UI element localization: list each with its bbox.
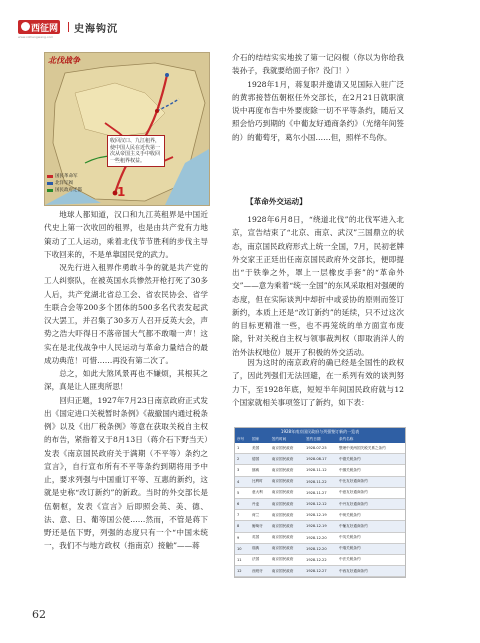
- table-row: [235, 521, 405, 532]
- table-row: [235, 454, 405, 465]
- table-cell: 1928.12.19: [304, 521, 337, 532]
- table-row: [235, 498, 405, 509]
- table-cell: 美国: [250, 443, 270, 454]
- legend-swatch-icon: [47, 182, 53, 185]
- logo-mark-icon: [21, 22, 30, 31]
- right-column-text-top: [232, 51, 404, 144]
- table-cell: 8: [235, 521, 250, 532]
- table-cell: 葡萄牙: [250, 521, 270, 532]
- table-cell: 荷兰: [250, 510, 270, 521]
- table-cell: 1928.11.27: [304, 487, 337, 498]
- table-cell: 中荷关税条约: [337, 510, 405, 521]
- table-cell: 南京国民政府: [270, 554, 304, 565]
- table-row: [235, 476, 405, 487]
- site-logo[interactable]: [18, 20, 60, 34]
- table-cell: 德国: [250, 454, 270, 465]
- table-cell: 中英关税条约: [337, 532, 405, 543]
- table-body: [235, 443, 405, 577]
- table-row: [235, 554, 405, 565]
- table-cell: 比利时: [250, 476, 270, 487]
- table-row: [235, 532, 405, 543]
- table-cell: 1928.12.22: [304, 554, 337, 565]
- table-cell: 4: [235, 476, 250, 487]
- legend-item: [47, 187, 95, 194]
- table-header-cell: 国家: [250, 436, 270, 443]
- paragraph: 总之，如此大煞风景再也不嫌烦，其根其之深，真是让人匪夷所思！: [44, 369, 208, 392]
- table-cell: 中法关税条约: [337, 554, 405, 565]
- paragraph: 回归正题，1927年7月23日南京政府正式发出《国定进口关税暂时条例》《裁撤国内通过税条例》以及《出厂税条例》等意在获取关税自主权的布告，紧指着又于8月13日（蒋介石下野当天）发表《南京国民政府关于满期（不平等）条约之宣言》，自行宣布所有不平等条约到期将用予中止，要求列强与中国重订平等、互惠的新约，这就是史称“改订新约”的新政。当时的外交部长是伍朝枢，发表《宣言》后即照会英、美、德、法、意、日、葡等国公使……然而，不管是蒋下野还是伍下野，列强的态度只有一个“中国未统一，我们不与地方政权（指南京）接触”——蒋: [44, 395, 208, 551]
- logo-text: 西征网: [31, 24, 59, 34]
- table-cell: 1928.12.20: [304, 543, 337, 554]
- left-column-text: [44, 208, 208, 553]
- table-cell: 1928.07.25: [304, 443, 337, 454]
- table-cell: 南京国民政府: [270, 532, 304, 543]
- table-cell: 1928.11.12: [304, 465, 337, 476]
- table-caption: 1928年南京国民政府与列强签订新约一览表: [235, 428, 405, 436]
- table-cell: 意大利: [250, 487, 270, 498]
- table-cell: 12: [235, 566, 250, 577]
- table-header-cell: 序号: [235, 436, 250, 443]
- table-cell: 中丹友好通商条约: [337, 498, 405, 509]
- legend-item: [47, 180, 95, 187]
- legend-item: [47, 173, 95, 180]
- table-cell: 中比友好通商条约: [337, 476, 405, 487]
- table-cell: 9: [235, 532, 250, 543]
- treaty-table-grid: [235, 436, 405, 577]
- table-cell: 11: [235, 554, 250, 565]
- table-cell: 3: [235, 465, 250, 476]
- table-cell: 南京国民政府: [270, 487, 304, 498]
- table-cell: 南京国民政府: [270, 566, 304, 577]
- table-cell: 南京国民政府: [270, 543, 304, 554]
- table-row: [235, 443, 405, 454]
- header-divider: [68, 22, 69, 32]
- legend-label: 国民革命军: [55, 174, 78, 179]
- paragraph: 1928年1月，蒋复职并邀请又见国际入驻广泛的黄郛接替伍朝枢任外交部长，在2月21日就职演说中再度布告中外要废除一切不平等条约，随后又照会恰巧到期的《中葡友好通商条约》（光绪年间签的）的葡萄牙，葛尔小国……但，照样不鸟你。: [232, 79, 404, 142]
- table-cell: 2: [235, 454, 250, 465]
- table-cell: 中挪关税条约: [337, 465, 405, 476]
- table-cell: 10: [235, 543, 250, 554]
- table-header-row: [235, 436, 405, 443]
- logo-subtext: www.xizhengwang.com: [18, 35, 54, 39]
- table-cell: 1928.12.12: [304, 498, 337, 509]
- table-cell: 法国: [250, 554, 270, 565]
- table-cell: 1: [235, 443, 250, 454]
- table-cell: 中瑞关税条约: [337, 543, 405, 554]
- legend-label: 北洋军阀: [55, 181, 73, 186]
- section-heading: 【革命外交运动】: [246, 197, 307, 206]
- table-cell: 1928.12.19: [304, 510, 337, 521]
- table-row: [235, 543, 405, 554]
- treaty-table: [234, 427, 406, 578]
- table-cell: 整理中美两国关税关系之条约: [337, 443, 405, 454]
- northern-expedition-map: [44, 52, 210, 206]
- table-row: [235, 465, 405, 476]
- table-cell: 中意友好通商条约: [337, 487, 405, 498]
- table-cell: 1928.12.20: [304, 532, 337, 543]
- page-header: [0, 0, 480, 40]
- table-cell: 5: [235, 487, 250, 498]
- map-number: 1: [117, 185, 126, 199]
- legend-swatch-icon: [47, 175, 53, 178]
- map-annotation: 收回汉口、九江租界，使中国人民在近代第一次从帝国主义手中收回一些租界权益。: [107, 135, 165, 167]
- table-cell: 中西友好通商条约: [337, 566, 405, 577]
- table-cell: 南京国民政府: [270, 521, 304, 532]
- table-cell: 丹麦: [250, 498, 270, 509]
- paragraph: 介石的结结实实地挨了第一记闷棍（你以为你给我装孙子，我就要给面子你？没门！）: [232, 53, 404, 76]
- table-cell: 南京国民政府: [270, 465, 304, 476]
- page-number: 62: [32, 608, 46, 621]
- paragraph: 因为这时的南京政府的确已经是全国性的政权了，因此列强们无法回避，在一系列有效的谈判努力下，至1928年底，短短半年间国民政府就与12个国家就相关事项签订了新约，如下表：: [232, 358, 404, 407]
- table-cell: 英国: [250, 532, 270, 543]
- table-cell: 1928.12.27: [304, 566, 337, 577]
- table-cell: 南京国民政府: [270, 443, 304, 454]
- right-column-text-bottom: [232, 356, 404, 409]
- table-cell: 南京国民政府: [270, 510, 304, 521]
- table-header-cell: 签约日期: [304, 436, 337, 443]
- table-cell: 挪威: [250, 465, 270, 476]
- legend-swatch-icon: [47, 189, 53, 192]
- table-cell: 南京国民政府: [270, 454, 304, 465]
- map-legend: [47, 173, 95, 194]
- table-cell: 中葡友好通商条约: [337, 521, 405, 532]
- right-column-text-mid: [232, 213, 404, 359]
- table-row: [235, 510, 405, 521]
- table-header-cell: 签约时间: [270, 436, 304, 443]
- column-name: 史海钩沉: [74, 24, 118, 35]
- table-cell: 南京国民政府: [270, 498, 304, 509]
- table-cell: 6: [235, 498, 250, 509]
- table-cell: 西班牙: [250, 566, 270, 577]
- table-cell: 南京国民政府: [270, 476, 304, 487]
- paragraph: 地球人都知道，汉口和九江英租界是中国近代史上第一次收回的租界，也是由共产党有力地策动了工人运动，乘着北伐节节胜利的步伐主导下收回来的，不是单靠国民党的武力。: [44, 210, 208, 259]
- table-cell: 1928.11.22: [304, 476, 337, 487]
- table-cell: 瑞典: [250, 543, 270, 554]
- table-cell: 中德关税条约: [337, 454, 405, 465]
- table-cell: 7: [235, 510, 250, 521]
- paragraph: 况先行进入租界作勇敢斗争的就是共产党的工人纠察队，在被英国水兵惨然开枪打死了30多人后，共产党湖北省总工会、省农民协会、省学生联合会等200多个团体的500多名代表发起武汉大罢工，并召集了30多万人召开反英大会，声势之浩大吓得日不落帝国大气都不敢喘一声！这实在是北伐战争中人民运动与革命力量结合的最成功典范！可惜……再没有第二次了。: [44, 263, 208, 365]
- legend-label: 国民政府迁都: [55, 188, 82, 193]
- table-row: [235, 566, 405, 577]
- table-row: [235, 487, 405, 498]
- table-header-cell: 条约名称: [337, 436, 405, 443]
- table-cell: 1928.08.17: [304, 454, 337, 465]
- map-title: 北伐战争: [48, 56, 80, 65]
- paragraph: 1928年6月8日，“绕道北伐”的北伐军进入北京，宣告结束了“北京、南京、武汉”三国鼎立的状态，南京国民政府形式上统一全国，7月，民初老牌外交家王正廷出任南京国民政府外交部长，便即提出“于铁拳之外，罩上一层橡皮手套”的“革命外交”——意为乘着“统一全国”的东风采取相对强硬的态度，但在实际谈判中却折中或妥协的原则而签订新约，本质上还是“改订新约”的延续，只不过这次的目标更精准一些，也不再笼统的单方面宣布废除，针对关税自主权与领事裁判权（即取消洋人的治外法权地位）展开了积极的外交活动。: [232, 215, 404, 357]
